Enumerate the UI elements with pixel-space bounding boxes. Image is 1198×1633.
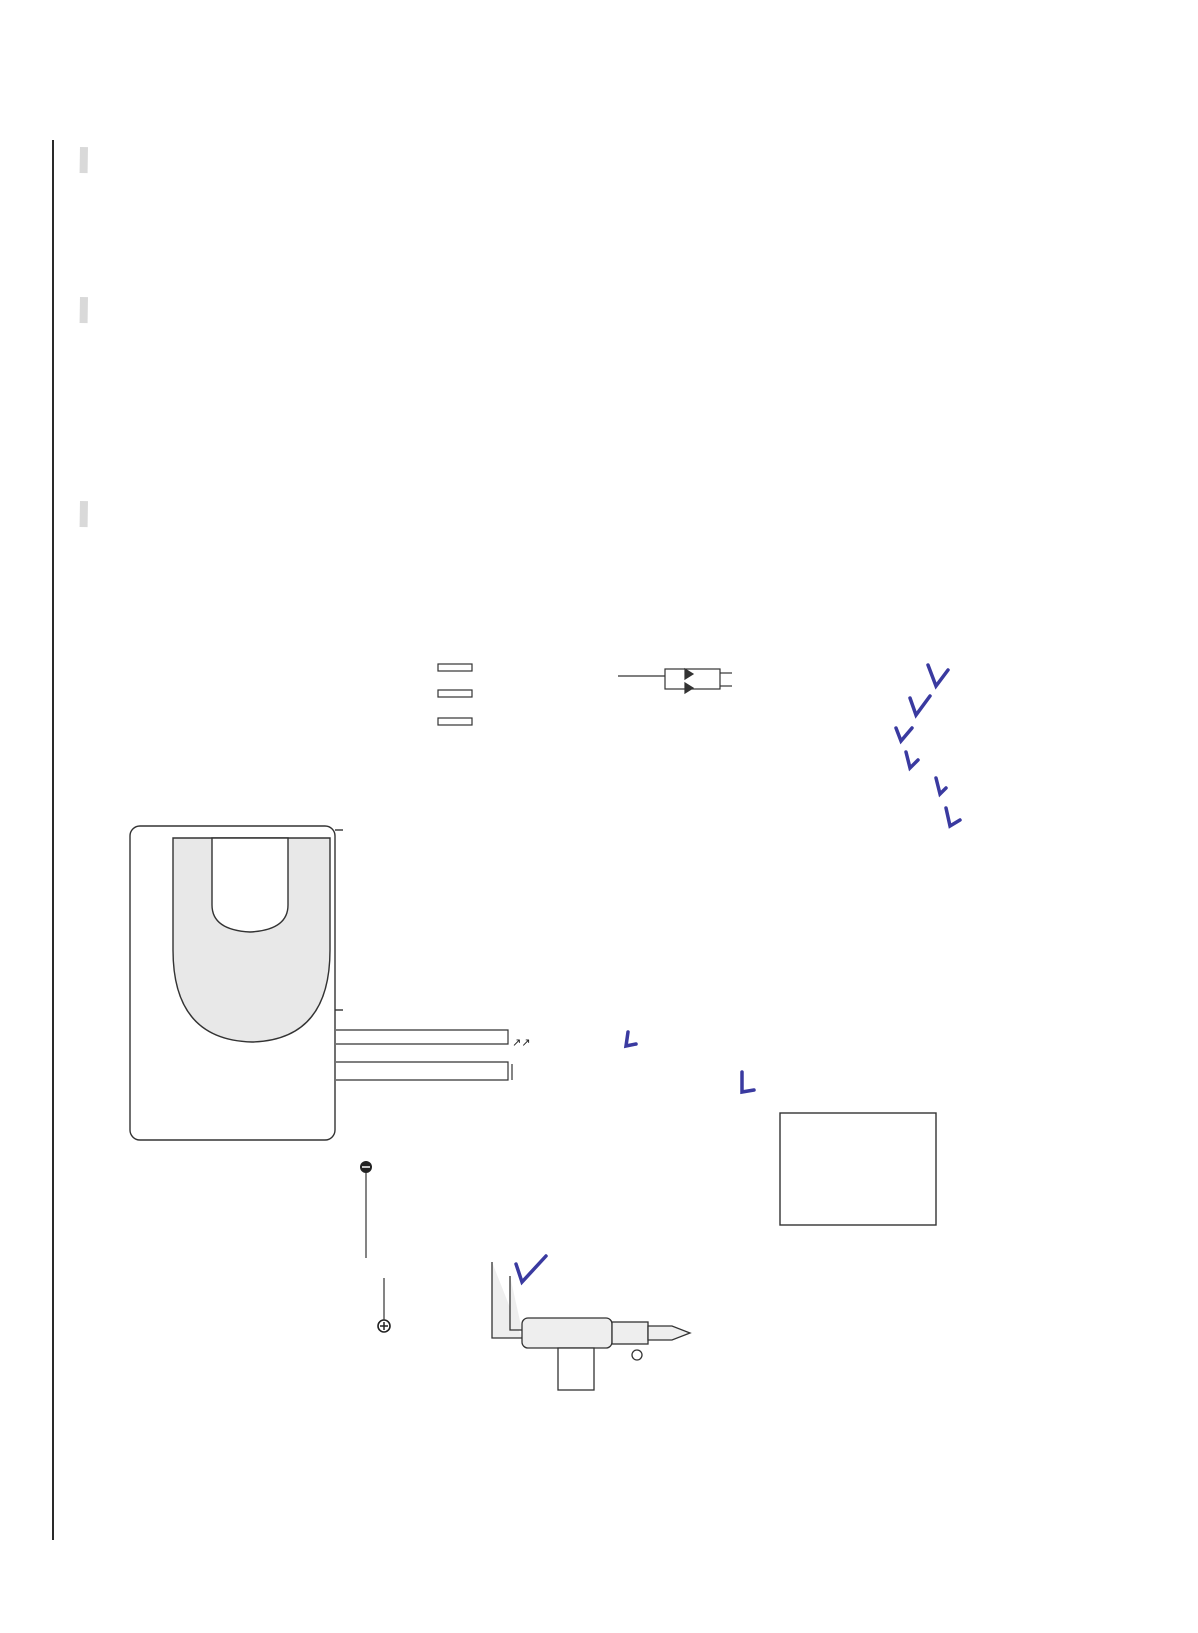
check-mark-icon [936, 778, 946, 794]
plus-symbol-icon [378, 1320, 390, 1332]
check-mark-icon [946, 808, 960, 826]
check-mark-icon [516, 1256, 546, 1282]
check-mark-icon [910, 696, 930, 715]
check-mark-icon [742, 1072, 754, 1092]
check-mark-icon [626, 1032, 636, 1046]
sensor-box [780, 1113, 936, 1225]
check-mark-icon [906, 752, 918, 768]
ground-symbol-icon [360, 1161, 372, 1173]
check-mark-icon [896, 728, 912, 741]
fuse-15a [438, 690, 472, 697]
diode-icon [618, 669, 732, 693]
check-mark-icon [928, 665, 948, 686]
fuse-10a [438, 664, 472, 671]
led-arrows-icon: ↗↗ [512, 1036, 531, 1049]
check-marks [516, 665, 960, 1282]
fuse-5a [438, 718, 472, 725]
